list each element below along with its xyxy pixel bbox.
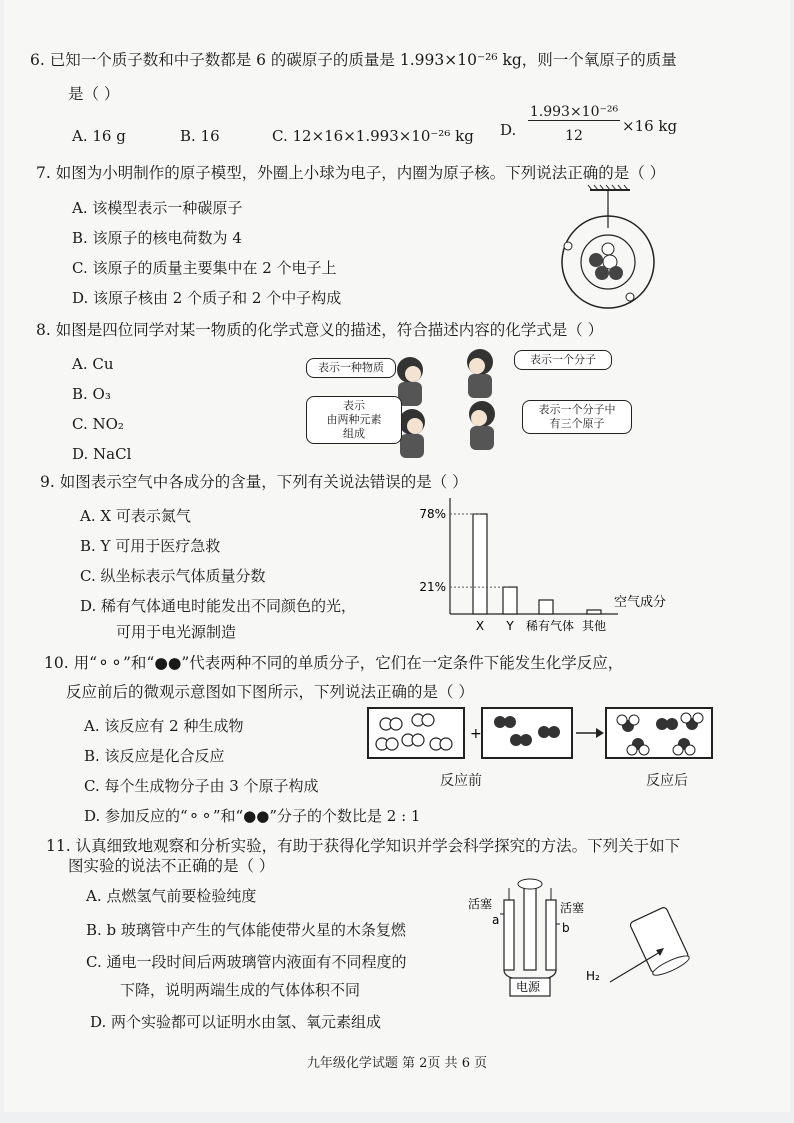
q6-option-d-denominator: 12 bbox=[565, 128, 583, 144]
q11-stem-line1: 11. 认真细致地观察和分析实验，有助于获得化学知识并学会科学探究的方法。下列关于如下 bbox=[46, 837, 681, 855]
q10-option-b: B. 该反应是化合反应 bbox=[84, 747, 225, 765]
q6-option-a: A. 16 g bbox=[72, 127, 126, 145]
q11-option-c-line2: 下降，说明两端生成的气体体积不同 bbox=[120, 981, 361, 999]
bar-2 bbox=[539, 600, 553, 614]
q6-option-d-label: D. bbox=[500, 121, 517, 139]
q8-option-a: A. Cu bbox=[72, 355, 114, 373]
q10-option-d: D. 参加反应的“⚬⚬”和“●●”分子的个数比是 2 : 1 bbox=[84, 807, 421, 825]
bar-1 bbox=[503, 587, 517, 614]
h2-label: H₂ bbox=[586, 969, 600, 983]
label-before-reaction: 反应前 bbox=[440, 773, 482, 789]
q6-option-d-numerator: 1.993×10⁻²⁶ bbox=[529, 104, 619, 120]
q8-students-figure bbox=[300, 342, 636, 460]
electrolysis-apparatus-figure bbox=[460, 872, 700, 1002]
page-footer: 九年级化学试题 第 2页 共 6 页 bbox=[306, 1056, 488, 1071]
label-after-reaction: 反应后 bbox=[646, 773, 688, 789]
q9-option-d-line2: 可用于电光源制造 bbox=[116, 623, 237, 641]
q7-option-b: B. 该原子的核电荷数为 4 bbox=[72, 229, 242, 247]
q7-stem: 7. 如图为小明制作的原子模型，外圈上小球为电子，内圈为原子核。下列说法正确的是（ ） bbox=[36, 164, 666, 182]
bubble-one-substance: 表示一种物质 bbox=[306, 358, 396, 378]
q9-stem: 9. 如图表示空气中各成分的含量，下列有关说法错误的是（ ） bbox=[40, 473, 468, 491]
y-tick-label-1: 21% bbox=[419, 580, 446, 595]
q9-option-b: B. Y 可用于医疗急救 bbox=[80, 537, 221, 555]
q7-option-d: D. 该原子核由 2 个质子和 2 个中子构成 bbox=[72, 289, 342, 307]
q11-stem-line2: 图实验的说法不正确的是（ ） bbox=[68, 857, 275, 875]
chart-x-axis-label: 空气成分 bbox=[614, 595, 667, 610]
q10-stem-line1: 10. 用“⚬⚬”和“●●”代表两种不同的单质分子，它们在一定条件下能发生化学反应， bbox=[44, 654, 624, 672]
q6-option-b: B. 16 bbox=[180, 127, 220, 145]
q10-stem-line2: 反应前后的微观示意图如下图所示，下列说法正确的是（ ） bbox=[66, 683, 474, 701]
q10-option-c: C. 每个生成物分子由 3 个原子构成 bbox=[84, 777, 319, 795]
bubble-three-atoms: 表示一个分子中 有三个原子 bbox=[522, 400, 632, 434]
bubble-one-molecule: 表示一个分子 bbox=[514, 350, 612, 370]
x-tick-label-0: X bbox=[475, 619, 485, 633]
q6-stem-line2: 是（ ） bbox=[68, 85, 120, 103]
stopcock-left-label: 活塞 bbox=[468, 897, 493, 911]
q10-option-a: A. 该反应有 2 种生成物 bbox=[84, 717, 244, 735]
plus-sign: + bbox=[470, 726, 482, 742]
q8-option-d: D. NaCl bbox=[72, 445, 132, 463]
q11-option-c-line1: C. 通电一段时间后两玻璃管内液面有不同程度的 bbox=[86, 953, 407, 971]
bubble-two-elements: 表示 由两种元素 组成 bbox=[306, 396, 402, 444]
q7-option-c: C. 该原子的质量主要集中在 2 个电子上 bbox=[72, 259, 337, 277]
air-composition-chart bbox=[414, 492, 684, 634]
q8-option-b: B. O₃ bbox=[72, 385, 111, 403]
stopcock-right-label: 活塞 bbox=[560, 901, 585, 915]
tube-b-label: b bbox=[562, 921, 570, 935]
q11-option-a: A. 点燃氢气前要检验纯度 bbox=[86, 887, 257, 905]
q9-option-c: C. 纵坐标表示气体质量分数 bbox=[80, 567, 266, 585]
q9-option-d-line1: D. 稀有气体通电时能发出不同颜色的光， bbox=[80, 597, 357, 615]
reaction-diagram bbox=[366, 706, 716, 766]
atom-model-figure bbox=[548, 182, 668, 310]
q9-option-a: A. X 可表示氮气 bbox=[80, 507, 191, 525]
q11-option-b: B. b 玻璃管中产生的气体能使带火星的木条复燃 bbox=[86, 921, 406, 939]
power-source-label: 电源 bbox=[516, 980, 541, 994]
bar-0 bbox=[473, 514, 487, 614]
x-tick-label-3: 其他 bbox=[581, 619, 607, 633]
q6-option-c: C. 12×16×1.993×10⁻²⁶ kg bbox=[272, 127, 474, 145]
y-tick-label-0: 78% bbox=[419, 507, 446, 521]
x-tick-label-2: 稀有气体 bbox=[525, 619, 575, 633]
tube-a-label: a bbox=[492, 913, 500, 927]
q8-option-c: C. NO₂ bbox=[72, 415, 124, 433]
q11-option-d: D. 两个实验都可以证明水由氢、氧元素组成 bbox=[90, 1013, 382, 1031]
q8-stem: 8. 如图是四位同学对某一物质的化学式意义的描述，符合描述内容的化学式是（ ） bbox=[36, 321, 604, 339]
x-tick-label-1: Y bbox=[506, 619, 514, 633]
q6-stem-line1: 6. 已知一个质子数和中子数都是 6 的碳原子的质量是 1.993×10⁻²⁶ kg，则一个氧原子的质量 bbox=[30, 51, 677, 69]
q7-option-a: A. 该模型表示一种碳原子 bbox=[72, 199, 243, 217]
q6-option-d-suffix: ×16 kg bbox=[622, 117, 678, 135]
bar-3 bbox=[587, 610, 601, 614]
